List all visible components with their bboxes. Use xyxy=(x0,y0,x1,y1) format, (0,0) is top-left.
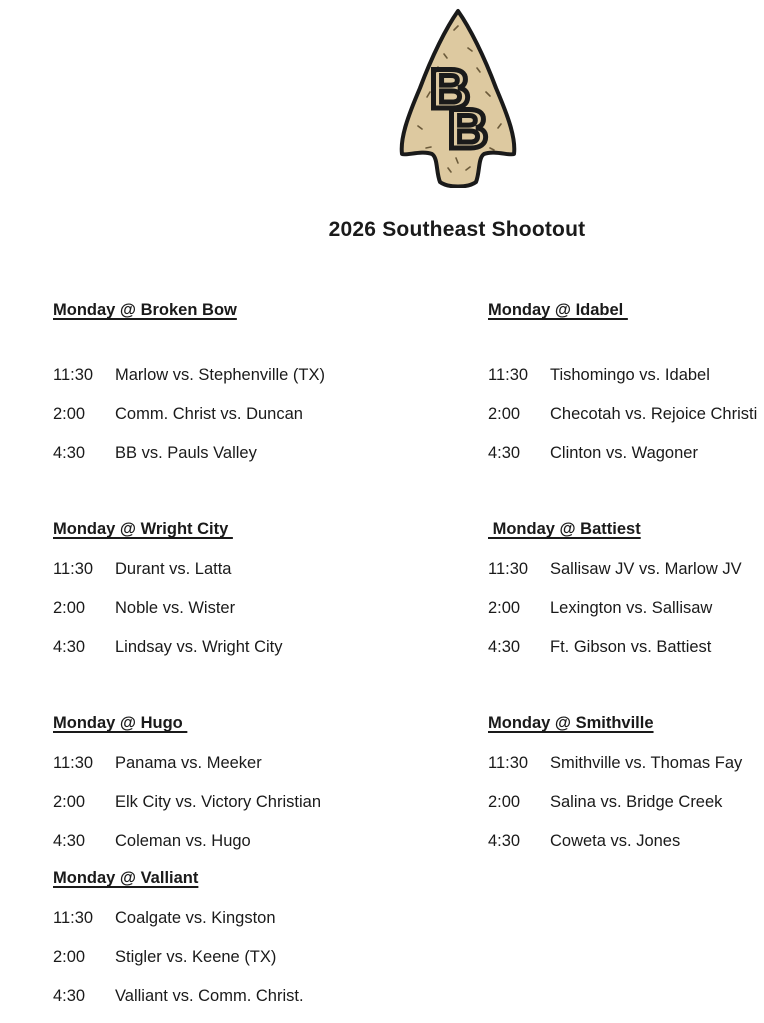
page-title: 2026 Southeast Shootout xyxy=(328,218,586,241)
game-time: 11:30 xyxy=(53,560,94,578)
game-matchup: Smithville vs. Thomas Fay xyxy=(550,754,743,772)
game-matchup: Coleman vs. Hugo xyxy=(115,832,251,850)
game-time: 2:00 xyxy=(488,405,521,423)
game-time: 2:00 xyxy=(488,599,521,617)
game-matchup: Ft. Gibson vs. Battiest xyxy=(550,638,712,656)
game-time: 4:30 xyxy=(488,444,521,462)
game-time: 4:30 xyxy=(488,638,521,656)
game-time: 11:30 xyxy=(53,366,94,384)
game-matchup: Elk City vs. Victory Christian xyxy=(115,793,321,811)
game-matchup: Durant vs. Latta xyxy=(115,560,232,578)
game-time: 4:30 xyxy=(53,987,86,1005)
game-matchup: Valliant vs. Comm. Christ. xyxy=(115,987,304,1005)
game-time: 2:00 xyxy=(53,599,86,617)
site-heading: Monday @ Hugo xyxy=(53,714,188,732)
game-matchup: Tishomingo vs. Idabel xyxy=(550,366,710,384)
site-heading: Monday @ Wright City xyxy=(53,520,233,538)
game-time: 4:30 xyxy=(53,832,86,850)
game-time: 4:30 xyxy=(488,832,521,850)
game-matchup: BB vs. Pauls Valley xyxy=(115,444,257,462)
site-heading: Monday @ Battiest xyxy=(488,520,641,538)
game-time: 11:30 xyxy=(488,560,529,578)
game-matchup: Marlow vs. Stephenville (TX) xyxy=(115,366,325,384)
logo-monogram xyxy=(396,8,520,188)
game-time: 4:30 xyxy=(53,444,86,462)
game-time: 2:00 xyxy=(53,405,86,423)
game-matchup: Stigler vs. Keene (TX) xyxy=(115,948,277,966)
site-heading: Monday @ Valliant xyxy=(53,869,199,887)
game-time: 2:00 xyxy=(53,793,86,811)
game-matchup: Salina vs. Bridge Creek xyxy=(550,793,723,811)
logo-letter-b-top: B xyxy=(429,57,471,120)
game-matchup: Panama vs. Meeker xyxy=(115,754,262,772)
game-time: 11:30 xyxy=(53,909,94,927)
logo-letter-b-bottom: B xyxy=(447,97,489,160)
game-matchup: Coalgate vs. Kingston xyxy=(115,909,276,927)
arrowhead-logo xyxy=(396,8,520,188)
game-time: 11:30 xyxy=(53,754,94,772)
game-matchup: Noble vs. Wister xyxy=(115,599,236,617)
game-time: 11:30 xyxy=(488,754,529,772)
game-matchup: Clinton vs. Wagoner xyxy=(550,444,698,462)
game-matchup: Checotah vs. Rejoice Christi xyxy=(550,405,758,423)
site-heading: Monday @ Smithville xyxy=(488,714,654,732)
game-time: 2:00 xyxy=(53,948,86,966)
game-matchup: Coweta vs. Jones xyxy=(550,832,681,850)
game-matchup: Lindsay vs. Wright City xyxy=(115,638,283,656)
site-heading: Monday @ Broken Bow xyxy=(53,301,237,319)
game-time: 11:30 xyxy=(488,366,529,384)
game-time: 2:00 xyxy=(488,793,521,811)
site-idabel xyxy=(488,301,764,481)
site-heading: Monday @ Idabel xyxy=(488,301,628,319)
game-time: 4:30 xyxy=(53,638,86,656)
game-matchup: Lexington vs. Sallisaw xyxy=(550,599,713,617)
game-matchup: Sallisaw JV vs. Marlow JV xyxy=(550,560,742,578)
game-matchup: Comm. Christ vs. Duncan xyxy=(115,405,303,423)
